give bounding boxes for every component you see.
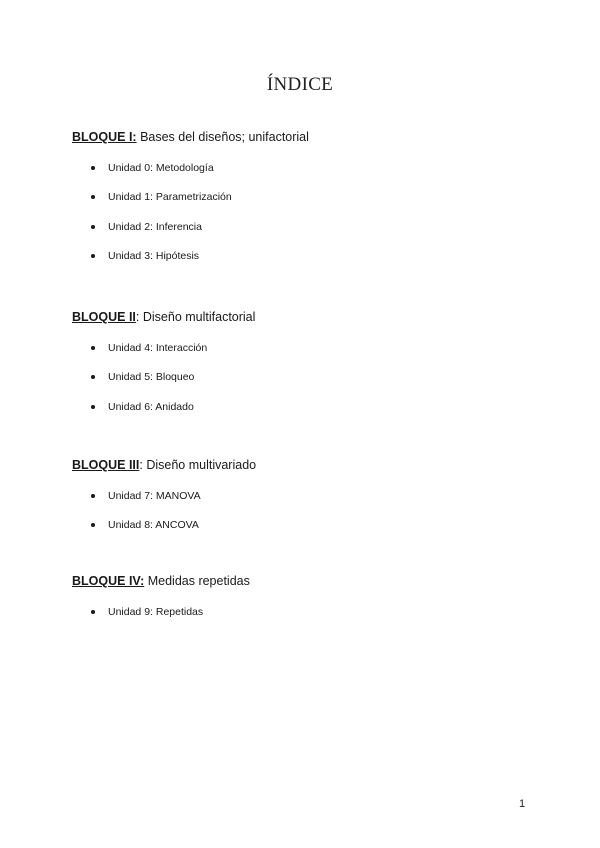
list-item	[72, 489, 542, 503]
list-item	[72, 220, 542, 234]
unit-label: Unidad 0: Metodología	[108, 161, 214, 174]
unit-label: Unidad 4: Interacción	[108, 341, 208, 354]
bullet-icon	[91, 405, 95, 409]
block-separator: :	[132, 130, 137, 144]
unit-label: Unidad 2: Inferencia	[108, 220, 202, 233]
list-item	[72, 518, 542, 532]
list-item	[72, 341, 542, 355]
bullet-icon	[91, 494, 95, 498]
block-heading	[72, 573, 542, 589]
unit-label: Unidad 5: Bloqueo	[108, 371, 195, 383]
bullet-icon	[91, 610, 95, 614]
bullet-icon	[91, 225, 95, 229]
list-item	[72, 249, 542, 263]
bullet-icon	[91, 254, 95, 258]
block-description: Medidas repetidas	[144, 574, 250, 588]
block-heading	[72, 129, 542, 145]
block-separator: :	[140, 574, 145, 588]
block-label: BLOQUE IV	[72, 574, 141, 588]
page-number: 1	[518, 798, 526, 810]
block-description: Diseño multifactorial	[139, 310, 256, 324]
block-1	[72, 129, 542, 263]
bullet-icon	[91, 166, 95, 170]
block-separator: :	[139, 458, 143, 472]
unit-label: Unidad 6: Anidado	[108, 400, 194, 413]
unit-list	[72, 605, 542, 619]
block-4	[72, 573, 542, 619]
list-item	[72, 190, 542, 204]
block-separator: :	[135, 310, 140, 324]
block-2	[72, 309, 542, 414]
unit-label: Unidad 8: ANCOVA	[108, 519, 199, 531]
block-description: Diseño multivariado	[142, 458, 257, 472]
block-description: Bases del diseños; unifactorial	[136, 130, 309, 144]
unit-list	[72, 489, 542, 533]
list-item	[72, 370, 542, 384]
unit-label: Unidad 3: Hipótesis	[108, 250, 200, 262]
block-label: BLOQUE I	[72, 130, 133, 144]
unit-label: Unidad 7: MANOVA	[108, 489, 201, 502]
unit-list	[72, 161, 542, 264]
block-3	[72, 457, 542, 532]
block-label: BLOQUE III	[72, 458, 140, 472]
list-item	[72, 161, 542, 175]
bullet-icon	[91, 195, 95, 199]
unit-list	[72, 341, 542, 414]
list-item	[72, 605, 542, 619]
block-label: BLOQUE II	[72, 310, 136, 324]
list-item	[72, 400, 542, 414]
page-title: ÍNDICE	[266, 74, 334, 95]
unit-label: Unidad 9: Repetidas	[108, 605, 204, 618]
bullet-icon	[91, 346, 95, 350]
unit-label: Unidad 1: Parametrización	[108, 191, 232, 203]
block-heading	[72, 309, 542, 325]
bullet-icon	[91, 523, 95, 527]
bullet-icon	[91, 375, 95, 379]
block-heading	[72, 457, 542, 473]
